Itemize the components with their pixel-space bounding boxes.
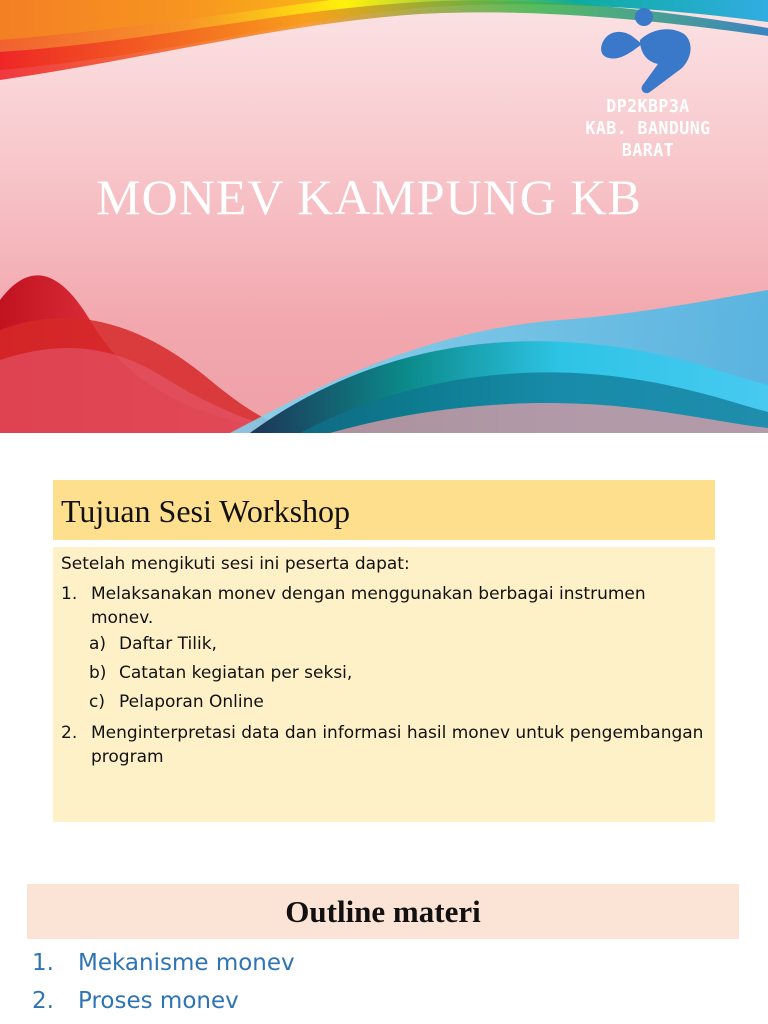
list-text: Menginterpretasi data dan informasi hasil monev untuk pengembangan program [91, 723, 704, 767]
sub-list-letter: c) [89, 692, 105, 712]
outline-heading-box [27, 884, 739, 939]
workshop-content [53, 547, 715, 822]
sub-list-text: Pelaporan Online [119, 692, 264, 712]
organization-name [556, 96, 740, 162]
sub-list-item [61, 659, 707, 688]
outline-text: Mekanisme monev [78, 950, 295, 976]
sub-list-letter: b) [89, 663, 107, 683]
sub-list-item [61, 688, 707, 717]
list-number: 2. [61, 723, 78, 743]
sub-list-letter: a) [89, 634, 107, 654]
outline-text: Proses monev [78, 988, 239, 1014]
org-line-2: KAB. BANDUNG BARAT [585, 118, 711, 161]
outline-list [32, 944, 295, 1020]
outline-item [32, 982, 295, 1020]
title-slide [0, 0, 768, 433]
list-number: 1. [61, 584, 78, 604]
outline-item [32, 944, 295, 982]
workshop-heading: Tujuan Sesi Workshop [61, 493, 351, 529]
person-logo-icon [600, 6, 692, 96]
outline-number: 2. [32, 988, 54, 1014]
slide-title: MONEV KAMPUNG KB [96, 169, 642, 225]
sub-list-text: Daftar Tilik, [119, 634, 217, 654]
sub-list-text: Catatan kegiatan per seksi, [119, 663, 353, 683]
list-item [61, 721, 707, 769]
outline-heading: Outline materi [285, 894, 481, 929]
workshop-intro: Setelah mengikuti sesi ini peserta dapat: [61, 554, 410, 574]
outline-number: 1. [32, 950, 54, 976]
list-text: Melaksanakan monev dengan menggunakan berbagai instrumen monev. [91, 584, 646, 628]
org-line-1: DP2KBP3A [606, 96, 690, 117]
workshop-heading-box [53, 480, 715, 540]
list-item [61, 582, 707, 630]
sub-list-item [61, 630, 707, 659]
